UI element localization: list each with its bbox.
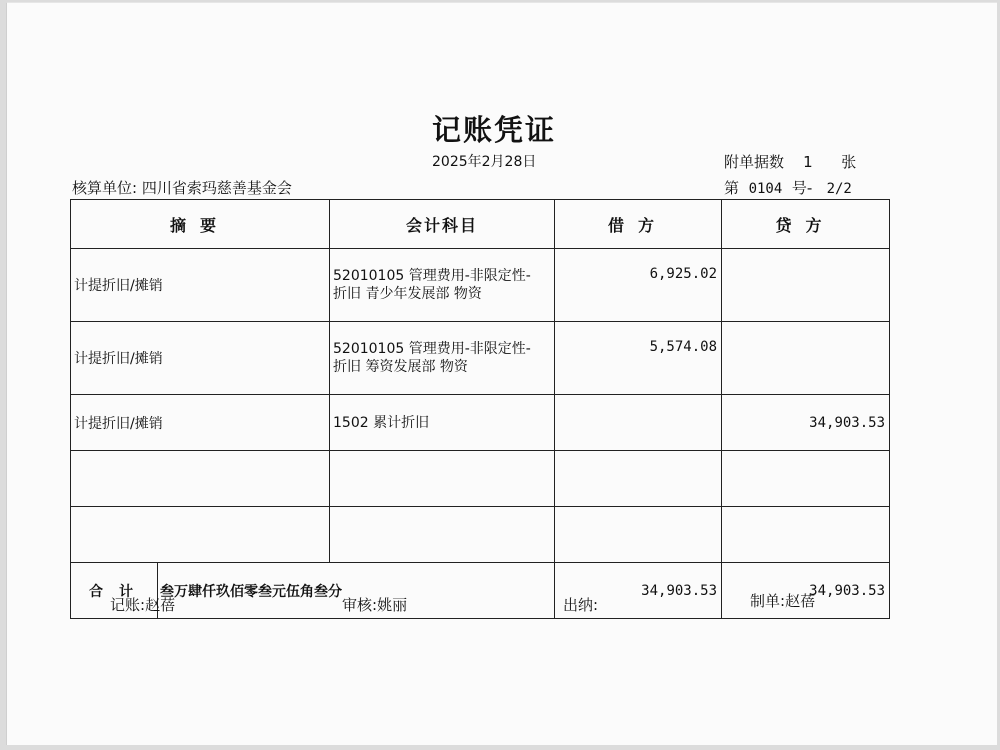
voucher-date: 2025年2月28日	[432, 154, 537, 170]
row-debit: 6,925.02	[555, 249, 722, 322]
row-credit	[722, 507, 890, 563]
account-line: 52010105 管理费用-非限定性-	[333, 341, 531, 357]
voucher-number: 0104	[748, 181, 783, 197]
accounting-unit	[72, 177, 292, 198]
attachments-info	[724, 151, 856, 172]
account-line: 1502 累计折旧	[333, 414, 430, 431]
table-row	[71, 249, 890, 322]
cashier-label: 出纳:	[563, 596, 599, 614]
row-summary: 计提折旧/摊销	[71, 395, 330, 451]
row-debit	[555, 507, 722, 563]
row-credit	[722, 322, 890, 395]
voucher-prefix: 第	[724, 179, 740, 197]
table-row	[71, 507, 890, 563]
footer-preparer	[750, 590, 815, 611]
attachments-count: 1	[803, 153, 813, 171]
column-header-debit: 借方	[555, 200, 722, 249]
row-credit	[722, 451, 890, 507]
table-row	[71, 451, 890, 507]
preparer-label: 制单:	[750, 592, 786, 610]
row-summary: 计提折旧/摊销	[71, 322, 330, 395]
footer-cashier	[563, 594, 598, 615]
voucher-suffix: 号-	[791, 179, 813, 197]
column-header-credit: 贷方	[722, 200, 890, 249]
bookkeeper-name: 赵蓓	[145, 596, 176, 614]
bookkeeper-label: 记账:	[110, 596, 146, 614]
row-account	[330, 249, 555, 322]
row-debit	[555, 395, 722, 451]
unit-label: 核算单位:	[72, 179, 138, 197]
unit-name: 四川省索玛慈善基金会	[141, 179, 292, 197]
row-summary	[71, 507, 330, 563]
attachments-unit: 张	[841, 153, 857, 171]
account-line: 折旧 筹资发展部 物资	[333, 359, 468, 375]
footer-bookkeeper	[110, 594, 175, 615]
total-label: 合计	[71, 563, 158, 619]
row-debit: 5,574.08	[555, 322, 722, 395]
row-account	[330, 507, 555, 563]
table-row	[71, 395, 890, 451]
total-amount-in-words: 叁万肆仟玖佰零叁元伍角叁分	[158, 563, 555, 619]
voucher-number-info	[724, 177, 852, 198]
row-summary: 计提折旧/摊销	[71, 249, 330, 322]
row-account	[330, 322, 555, 395]
footer-reviewer	[342, 594, 407, 615]
reviewer-name: 姚丽	[377, 596, 408, 614]
voucher-page: 2/2	[826, 181, 852, 197]
account-line: 折旧 青少年发展部 物资	[333, 286, 482, 302]
row-account	[330, 451, 555, 507]
voucher-table	[70, 199, 890, 619]
total-credit: 34,903.53	[722, 563, 890, 619]
account-line: 52010105 管理费用-非限定性-	[333, 268, 531, 284]
row-account	[330, 395, 555, 451]
total-debit: 34,903.53	[555, 563, 722, 619]
table-header-row	[71, 200, 890, 249]
column-header-summary: 摘要	[71, 200, 330, 249]
reviewer-label: 审核:	[342, 596, 378, 614]
row-credit	[722, 249, 890, 322]
attachments-label: 附单据数	[724, 153, 785, 171]
row-credit: 34,903.53	[722, 395, 890, 451]
row-summary	[71, 451, 330, 507]
column-header-account: 会计科目	[330, 200, 555, 249]
voucher-title: 记账凭证	[431, 113, 556, 147]
row-debit	[555, 451, 722, 507]
preparer-name: 赵蓓	[785, 592, 816, 610]
table-row	[71, 322, 890, 395]
